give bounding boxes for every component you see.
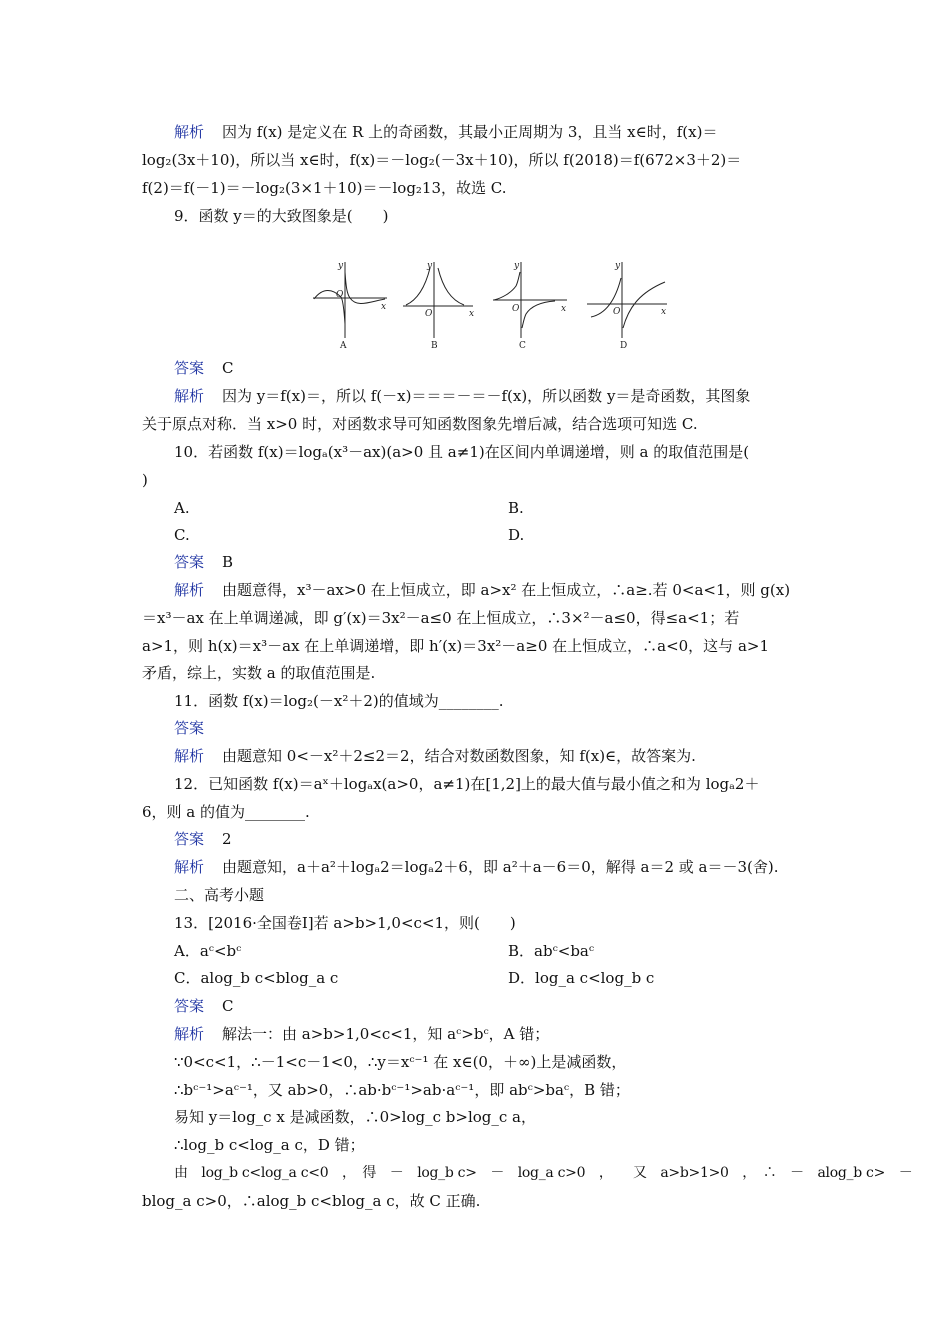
graph-option-d: [587, 262, 667, 338]
axis-x-label: x: [381, 302, 387, 312]
question-10: 10．若函数 f(x)＝logₐ(x³－ax)(a>0 且 a≠1)在区间内单调递增，则 a 的取值范围是(: [174, 443, 750, 461]
explanation-label: 解析: [174, 387, 205, 405]
question-12: 12．已知函数 f(x)＝aˣ＋logₐx(a>0，a≠1)在[1,2]上的最大值与最小值之和为 logₐ2＋: [174, 775, 760, 793]
question-12-continued: 6，则 a 的值为________.: [142, 803, 310, 821]
graph-label-b: B: [431, 341, 438, 350]
function-graph-options-figure: [309, 254, 674, 350]
graph-label-c: C: [519, 341, 526, 350]
answer-value: C: [222, 359, 234, 377]
explanation-text: 由题意得，x³－ax>0 在上恒成立，即 a>x² 在上恒成立，∴a≥.若 0<a<1，则 g(x): [222, 581, 791, 599]
answer-label: 答案: [174, 359, 205, 377]
explanation-line: ∴bᶜ⁻¹>aᶜ⁻¹，又 ab>0，∴ab·bᶜ⁻¹>ab·aᶜ⁻¹，即 abᶜ>baᶜ，B 错；: [174, 1081, 630, 1099]
question-11: 11．函数 f(x)＝log₂(－x²＋2)的值域为________.: [174, 692, 504, 710]
explanation-line: f(2)＝f(－1)＝－log₂(3×1＋10)＝－log₂13，故选 C.: [142, 179, 507, 197]
explanation-line: [174, 386, 750, 406]
explanation-line: 易知 y＝log_c x 是减函数，∴0>log_c b>log_c a，: [174, 1108, 536, 1126]
option-c: C.: [174, 526, 190, 544]
explanation-line: 矛盾，综上，实数 a 的取值范围是.: [142, 664, 376, 682]
answer-line: [174, 996, 234, 1016]
answer-line: [174, 552, 233, 572]
graph-label-d: D: [620, 341, 628, 350]
option-a: A.: [174, 499, 190, 517]
graph-option-a: [313, 262, 387, 338]
axis-y-label: y: [427, 261, 433, 271]
axis-x-label: x: [561, 304, 567, 314]
origin-label: O: [613, 307, 621, 317]
answer-value: C: [222, 997, 234, 1015]
explanation-line: a>1，则 h(x)＝x³－ax 在上单调递增，即 h′(x)＝3x²－a≥0 在上恒成立，∴a<0，这与 a>1: [142, 637, 770, 655]
question-9: 9．函数 y＝的大致图象是( ): [174, 207, 389, 225]
explanation-label: 解析: [174, 123, 205, 141]
answer-value: 2: [222, 830, 232, 848]
answer-label: 答案: [174, 997, 205, 1015]
option-b: B.: [508, 499, 524, 517]
explanation-line: [174, 122, 717, 142]
axis-y-label: y: [514, 261, 520, 271]
origin-label: O: [425, 309, 433, 319]
explanation-label: 解析: [174, 858, 205, 876]
explanation-line: blog_a c>0，∴alog_b c<blog_a c，故 C 正确.: [142, 1192, 481, 1210]
explanation-line: [174, 580, 790, 600]
question-10-continued: ): [142, 471, 148, 489]
origin-label: O: [512, 304, 520, 314]
origin-label: O: [336, 290, 344, 300]
answer-label: 答案: [174, 553, 205, 571]
explanation-text: 因为 y＝f(x)＝，所以 f(－x)＝＝＝－＝－f(x)，所以函数 y＝是奇函数，其图象: [222, 387, 751, 405]
axis-x-label: x: [661, 307, 667, 317]
option-a: A．aᶜ<bᶜ: [174, 942, 242, 960]
explanation-line: log₂(3x＋10)，所以当 x∈时，f(x)＝－log₂(－3x＋10)，所以 f(2018)＝f(672×3＋2)＝: [142, 151, 742, 169]
explanation-line: [174, 746, 696, 766]
explanation-text: 解法一：由 a>b>1,0<c<1，知 aᶜ>bᶜ，A 错；: [222, 1025, 550, 1043]
option-c: C．alog_b c<blog_a c: [174, 969, 339, 987]
explanation-line: 由 log_b c<log_a c<0 ， 得 － log_b c> － log_a c>0 ， 又 a>b>1>0 ， ∴ － alog_b c> －: [174, 1165, 913, 1181]
graph-option-b: [403, 262, 473, 338]
explanation-label: 解析: [174, 1025, 205, 1043]
graph-label-a: A: [340, 341, 347, 350]
explanation-line: [174, 857, 778, 877]
graph-option-c: [493, 262, 567, 338]
explanation-text: 由题意知 0<－x²＋2≤2＝2，结合对数函数图象，知 f(x)∈，故答案为.: [222, 747, 696, 765]
explanation-label: 解析: [174, 747, 205, 765]
axis-x-label: x: [469, 309, 475, 319]
answer-value: B: [222, 553, 234, 571]
option-d: D．log_a c<log_b c: [508, 969, 655, 987]
answer-line: [174, 718, 204, 738]
option-d: D.: [508, 526, 525, 544]
axis-y-label: y: [615, 261, 621, 271]
answer-line: [174, 358, 234, 378]
explanation-line: ∴log_b c<log_a c，D 错；: [174, 1136, 365, 1154]
question-13: 13．[2016·全国卷Ⅰ]若 a>b>1,0<c<1，则( ): [174, 914, 516, 932]
section-heading: 二、高考小题: [174, 886, 265, 904]
explanation-text: 因为 f(x) 是定义在 R 上的奇函数，其最小正周期为 3，且当 x∈时，f(x)＝: [222, 123, 718, 141]
explanation-text: 由题意知，a＋a²＋logₐ2＝logₐ2＋6，即 a²＋a－6＝0，解得 a＝2 或 a＝－3(舍).: [222, 858, 779, 876]
explanation-label: 解析: [174, 581, 205, 599]
option-b: B．abᶜ<baᶜ: [508, 942, 595, 960]
answer-label: 答案: [174, 719, 205, 737]
explanation-line: 关于原点对称．当 x>0 时，对函数求导可知函数图象先增后减，结合选项可知选 C.: [142, 415, 698, 433]
explanation-line: [174, 1024, 549, 1044]
answer-label: 答案: [174, 830, 205, 848]
answer-line: [174, 829, 232, 849]
axis-y-label: y: [338, 261, 344, 271]
explanation-line: ∵0<c<1，∴－1<c－1<0，∴y＝xᶜ⁻¹ 在 x∈(0，＋∞)上是减函数，: [174, 1053, 627, 1071]
explanation-line: ＝x³－ax 在上单调递减，即 g′(x)＝3x²－a≤0 在上恒成立，∴3×²－a≤0，得≤a<1；若: [142, 609, 740, 627]
